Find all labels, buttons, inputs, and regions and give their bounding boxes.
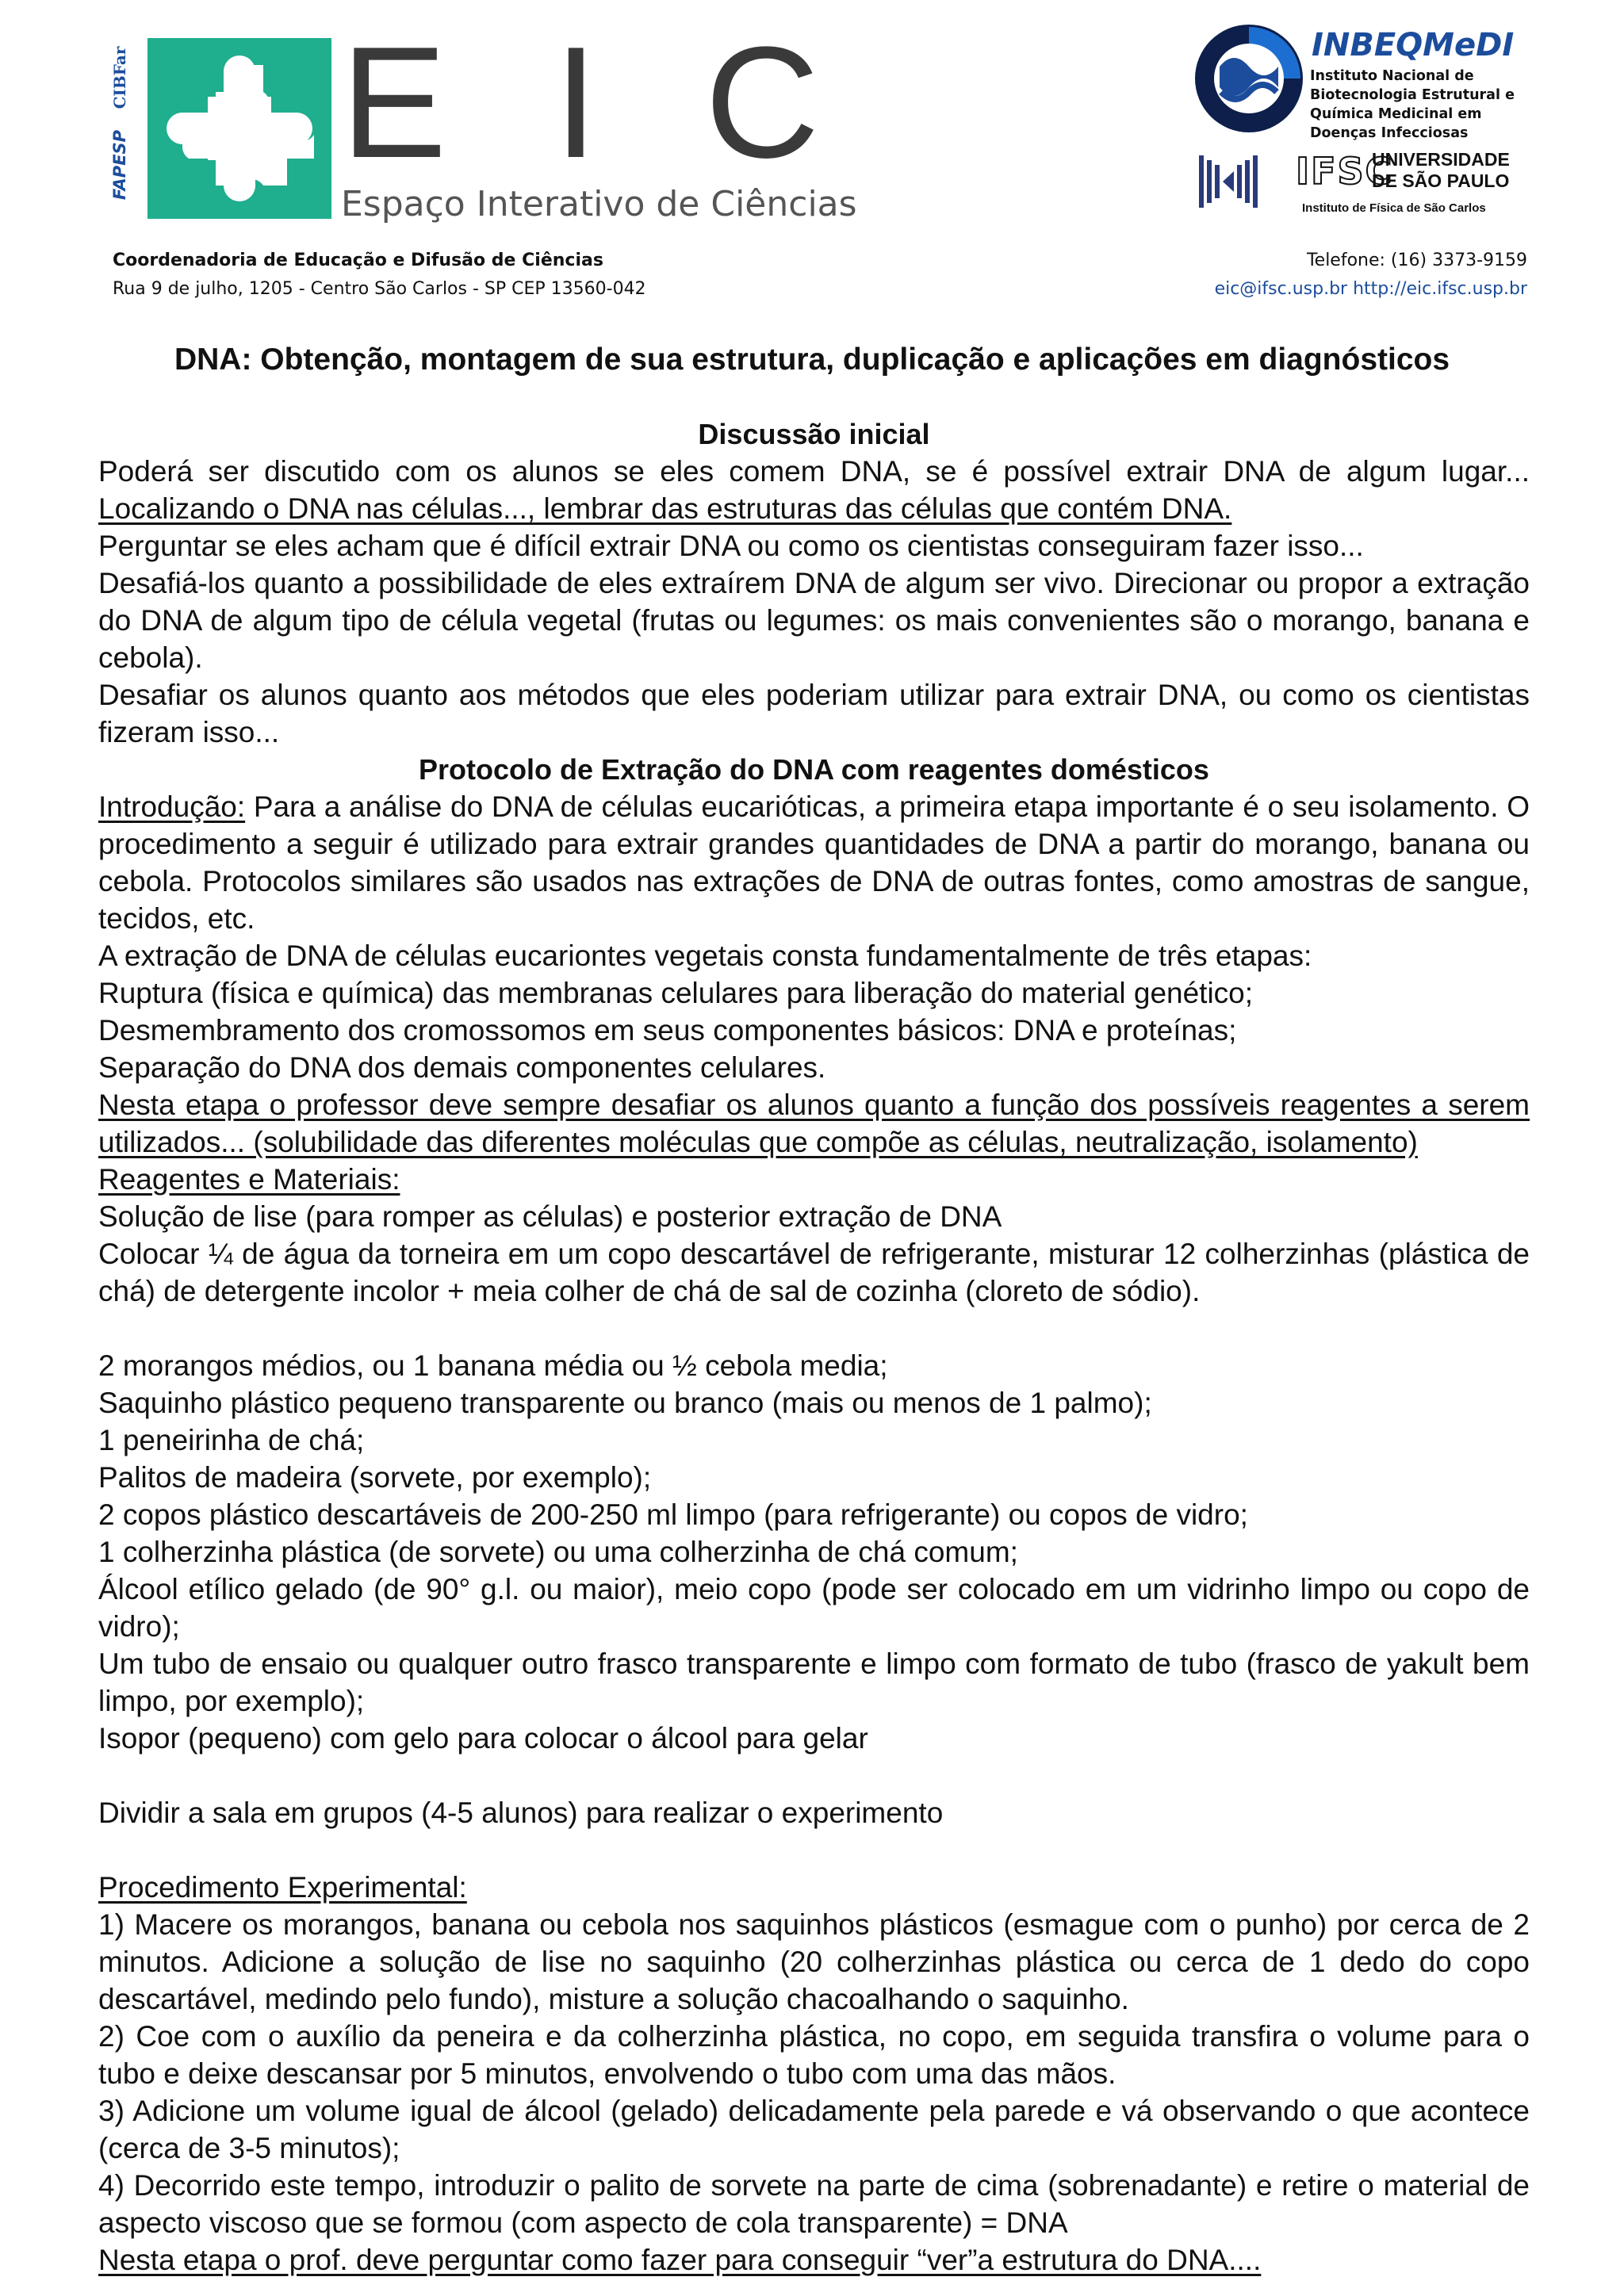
- material-item: 2 copos plástico descartáveis de 200-250 ml limpo (para refrigerante) ou copos de vidro;: [98, 1498, 1248, 1531]
- inbeq-description: Instituto Nacional de Biotecnologia Estrutural e Química Medicinal em Doenças Infecciosas: [1310, 68, 1515, 141]
- steps-intro: A extração de DNA de células eucariontes vegetais consta fundamentalmente de três etapas:: [98, 939, 1312, 972]
- eic-puzzle-icon: [147, 38, 331, 219]
- procedure-step-3: 3) Adicione um volume igual de álcool (gelado) delicadamente pela parede e vá observando o que acontece (cerca de 3-5 minutos);: [98, 2095, 1530, 2164]
- ifsc-emblem-icon: [1194, 147, 1262, 216]
- procedure-step-4: 4) Decorrido este tempo, introduzir o palito de sorvete na parte de cima (sobrenadante) e retire o material de aspecto viscoso que se formou (com aspecto de cola transparente) = DNA: [98, 2169, 1530, 2239]
- extraction-step-2: Desmembramento dos cromossomos em seus componentes básicos: DNA e proteínas;: [98, 1014, 1237, 1047]
- spacer: [98, 1757, 1530, 1794]
- inbeq-title: INBEQMeDI: [1312, 27, 1515, 63]
- intro-text: Para a análise do DNA de células eucarióticas, a primeira etapa importante é o seu isolamento. O procedimento a seguir é utilizado para extrair grandes quantidades de DNA a partir do morango, banana ou cebola. Protocolos similares são usados nas extrações de DNA de outras fontes, como amostras de sangue, tecidos, etc.: [98, 790, 1530, 935]
- lysis-title: Solução de lise (para romper as células) e posterior extração de DNA: [98, 1200, 1002, 1233]
- protocol-intro: [98, 788, 1530, 937]
- document-title: DNA: Obtenção, montagem de sua estrutura, duplicação e aplicações em diagnósticos: [174, 342, 1450, 377]
- usp-name: UNIVERSIDADE DE SÃO PAULO: [1372, 149, 1510, 191]
- ifsc-logo: IFSC: [1296, 150, 1394, 193]
- discussion-p1-text: Poderá ser discutido com os alunos se eles comem DNA, se é possível extrair DNA de algum lugar...: [98, 455, 1530, 488]
- material-item: Um tubo de ensaio ou qualquer outro frasco transparente e limpo com formato de tubo (frasco de yakult bem limpo, por exemplo);: [98, 1647, 1530, 1717]
- spacer: [98, 1310, 1530, 1347]
- fapesp-logo: FAPESP: [110, 129, 129, 201]
- material-item: 1 colherzinha plástica (de sorvete) ou uma colherzinha de chá comum;: [98, 1536, 1018, 1568]
- coordination-name: Coordenadoria de Educação e Difusão de Ciências: [113, 251, 603, 270]
- discussion-paragraph-1: [98, 453, 1530, 527]
- ifsc-institute-name: Instituto de Física de São Carlos: [1302, 201, 1486, 215]
- groups-note: Dividir a sala em grupos (4-5 alunos) para realizar o experimento: [98, 1797, 944, 1829]
- procedure-label: Procedimento Experimental:: [98, 1871, 467, 1904]
- procedure-step-2: 2) Coe com o auxílio da peneira e da colherzinha plástica, no copo, em seguida transfira o volume para o tubo e deixe descansar por 5 minutos, envolvendo o tubo com uma das mãos.: [98, 2020, 1530, 2090]
- material-item: Palitos de madeira (sorvete, por exemplo);: [98, 1461, 652, 1494]
- cibfar-logo: CIBFar: [110, 46, 129, 109]
- inbeq-logo-icon: [1189, 19, 1308, 138]
- lysis-text: Colocar ¼ de água da torneira em um copo descartável de refrigerante, misturar 12 colherzinhas (plástica de chá) de detergente incolor + meia colher de chá de sal de cozinha (cloreto de sódio).: [98, 1238, 1530, 1307]
- eic-letters: EIC: [341, 14, 927, 191]
- phone: Telefone: (16) 3373-9159: [1306, 251, 1527, 270]
- address: Rua 9 de julho, 1205 - Centro São Carlos - SP CEP 13560-042: [113, 279, 646, 299]
- extraction-step-1: Ruptura (física e química) das membranas celulares para liberação do material genético;: [98, 977, 1254, 1009]
- teacher-challenge-note: Nesta etapa o professor deve sempre desafiar os alunos quanto a função dos possíveis reagentes a serem utilizados... (solubilidade das diferentes moléculas que compõe as células, neutralização, isolamento): [98, 1089, 1530, 1158]
- discussion-paragraph-4: Desafiar os alunos quanto aos métodos que eles poderiam utilizar para extrair DNA, ou como os cientistas fizeram isso...: [98, 679, 1530, 748]
- discussion-heading: Discussão inicial: [698, 418, 930, 450]
- document-body: [98, 415, 1530, 2279]
- discussion-p1-underlined: Localizando o DNA nas células..., lembrar das estruturas das células que contém DNA.: [98, 492, 1232, 525]
- eic-subtitle: Espaço Interativo de Ciências: [341, 184, 857, 224]
- material-item: 2 morangos médios, ou 1 banana média ou ½ cebola media;: [98, 1349, 888, 1382]
- procedure-step-1: 1) Macere os morangos, banana ou cebola nos saquinhos plásticos (esmague com o punho) por cerca de 2 minutos. Adicione a solução de lise no saquinho (20 colherzinhas plástica ou cerca de 1 dedo do copo descartável, medindo pelo fundo), misture a solução chacoalhando o saquinho.: [98, 1908, 1530, 2015]
- procedure-closing-note: Nesta etapa o prof. deve perguntar como fazer para conseguir “ver”a estrutura do DNA....: [98, 2244, 1262, 2276]
- discussion-paragraph-2: Perguntar se eles acham que é difícil extrair DNA ou como os cientistas conseguiram fazer isso...: [98, 530, 1364, 562]
- extraction-step-3: Separação do DNA dos demais componentes celulares.: [98, 1051, 826, 1084]
- spacer: [98, 1831, 1530, 1869]
- discussion-paragraph-3: Desafiá-los quanto a possibilidade de eles extraírem DNA de algum ser vivo. Direcionar ou propor a extração do DNA de algum tipo de célula vegetal (frutas ou legumes: os mais convenientes são o morango, banana e cebola).: [98, 567, 1530, 674]
- contact-links[interactable]: eic@ifsc.usp.br http://eic.ifsc.usp.br: [1214, 279, 1527, 299]
- material-item: Isopor (pequeno) com gelo para colocar o álcool para gelar: [98, 1722, 868, 1755]
- material-item: 1 peneirinha de chá;: [98, 1424, 365, 1456]
- intro-label: Introdução:: [98, 790, 246, 823]
- protocol-heading: Protocolo de Extração do DNA com reagentes domésticos: [419, 753, 1209, 786]
- materials-label: Reagentes e Materiais:: [98, 1163, 400, 1196]
- material-item: Saquinho plástico pequeno transparente ou branco (mais ou menos de 1 palmo);: [98, 1387, 1152, 1419]
- sponsor-strip: [108, 36, 132, 217]
- material-item: Álcool etílico gelado (de 90° g.l. ou maior), meio copo (pode ser colocado em um vidrinho limpo ou copo de vidro);: [98, 1573, 1530, 1643]
